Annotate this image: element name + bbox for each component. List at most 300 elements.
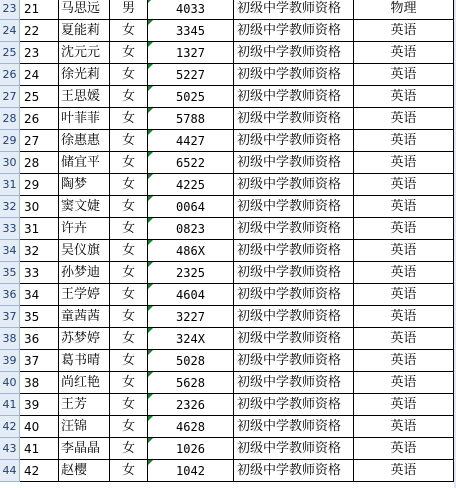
id-cell[interactable] (148, 20, 234, 42)
gender-cell[interactable] (110, 196, 148, 218)
subject-cell-text: 英语 (390, 353, 417, 368)
name-cell-text: 王学婷 (61, 287, 101, 302)
gender-cell-text: 女 (121, 243, 135, 258)
subject-cell[interactable] (354, 328, 454, 350)
seq-cell[interactable] (20, 0, 59, 20)
id-cell[interactable] (148, 130, 234, 152)
subject-cell-text: 英语 (390, 199, 417, 214)
row-header[interactable]: 27 (0, 86, 20, 108)
name-cell-text: 陶梦 (61, 177, 88, 192)
subject-cell-text: 英语 (390, 155, 417, 170)
table-row (0, 152, 456, 174)
qualification-cell[interactable] (234, 438, 354, 460)
id-cell[interactable] (148, 240, 234, 262)
number-as-text-indicator-icon (148, 394, 153, 399)
name-cell-text: 徐光莉 (61, 67, 101, 82)
id-cell-text: 3345 (176, 24, 205, 38)
id-cell-text: 4225 (176, 178, 205, 192)
subject-cell[interactable] (354, 240, 454, 262)
name-cell[interactable] (59, 42, 110, 64)
subject-cell[interactable] (354, 372, 454, 394)
table-row (0, 306, 456, 328)
number-as-text-indicator-icon (148, 416, 153, 421)
id-cell[interactable] (148, 394, 234, 416)
id-cell-text: 5788 (176, 112, 205, 126)
name-cell-text: 汪锦 (61, 419, 88, 434)
qualification-cell[interactable] (234, 262, 354, 284)
name-cell-text: 葛书晴 (61, 353, 101, 368)
gender-cell[interactable] (110, 108, 148, 130)
name-cell[interactable] (59, 394, 110, 416)
number-as-text-indicator-icon (148, 64, 153, 69)
table-row (0, 284, 456, 306)
subject-cell-text: 英语 (390, 67, 417, 82)
subject-cell[interactable] (354, 460, 454, 482)
id-cell[interactable] (148, 328, 234, 350)
seq-cell[interactable] (20, 42, 59, 64)
subject-cell-text: 英语 (390, 177, 417, 192)
subject-cell-text: 英语 (390, 397, 417, 412)
row-header[interactable]: 25 (0, 42, 20, 64)
qualification-cell[interactable] (234, 350, 354, 372)
number-as-text-indicator-icon (148, 86, 153, 91)
gender-cell-text: 女 (121, 89, 135, 104)
gender-cell-text: 女 (121, 353, 135, 368)
seq-cell-text: 22 (24, 24, 40, 38)
id-cell[interactable] (148, 108, 234, 130)
gender-cell[interactable] (110, 306, 148, 328)
gender-cell-text: 女 (121, 375, 135, 390)
seq-cell[interactable] (20, 350, 59, 372)
qualification-cell[interactable] (234, 196, 354, 218)
row-header[interactable]: 24 (0, 20, 20, 42)
row-header[interactable]: 30 (0, 152, 20, 174)
gender-cell-text: 女 (121, 221, 135, 236)
seq-cell[interactable] (20, 196, 59, 218)
name-cell[interactable] (59, 460, 110, 482)
subject-cell-text: 英语 (390, 133, 417, 148)
name-cell[interactable] (59, 416, 110, 438)
gender-cell-text: 女 (121, 67, 135, 82)
seq-cell[interactable] (20, 372, 59, 394)
row-header[interactable]: 26 (0, 64, 20, 86)
seq-cell[interactable] (20, 174, 59, 196)
subject-cell-text: 英语 (390, 419, 417, 434)
seq-cell-text: 31 (24, 222, 40, 236)
seq-cell-text: 24 (24, 68, 40, 82)
row-header[interactable]: 29 (0, 130, 20, 152)
seq-cell-text: 25 (24, 90, 40, 104)
gender-cell[interactable] (110, 152, 148, 174)
id-cell[interactable] (148, 262, 234, 284)
name-cell[interactable] (59, 350, 110, 372)
qualification-cell-text: 初级中学教师资格 (237, 221, 342, 236)
gender-cell-text: 女 (121, 331, 135, 346)
row-header[interactable]: 40 (0, 372, 20, 394)
row-header[interactable]: 41 (0, 394, 20, 416)
table-row (0, 438, 456, 460)
seq-cell-text: 23 (24, 46, 40, 60)
subject-cell-text: 英语 (390, 45, 417, 60)
id-cell[interactable] (148, 350, 234, 372)
qualification-cell-text: 初级中学教师资格 (237, 397, 342, 412)
name-cell[interactable] (59, 174, 110, 196)
name-cell[interactable] (59, 196, 110, 218)
id-cell[interactable] (148, 416, 234, 438)
id-cell-text: 486X (176, 244, 205, 258)
row-header[interactable]: 32 (0, 196, 20, 218)
name-cell-text: 夏能莉 (61, 23, 101, 38)
seq-cell-text: 27 (24, 134, 40, 148)
table-row (0, 64, 456, 86)
id-cell[interactable] (148, 152, 234, 174)
subject-cell[interactable] (354, 86, 454, 108)
qualification-cell-text: 初级中学教师资格 (237, 111, 342, 126)
seq-cell[interactable] (20, 306, 59, 328)
id-cell-text: 5227 (176, 68, 205, 82)
qualification-cell[interactable] (234, 416, 354, 438)
subject-cell[interactable] (354, 174, 454, 196)
subject-cell-text: 英语 (390, 89, 417, 104)
gender-cell-text: 女 (121, 265, 135, 280)
subject-cell[interactable] (354, 306, 454, 328)
subject-cell[interactable] (354, 350, 454, 372)
number-as-text-indicator-icon (148, 262, 153, 267)
gender-cell[interactable] (110, 394, 148, 416)
gender-cell[interactable] (110, 130, 148, 152)
gender-cell[interactable] (110, 64, 148, 86)
name-cell[interactable] (59, 20, 110, 42)
qualification-cell[interactable] (234, 284, 354, 306)
table-row (0, 416, 456, 438)
seq-cell[interactable] (20, 218, 59, 240)
name-cell[interactable] (59, 328, 110, 350)
table-row (0, 240, 456, 262)
seq-cell-text: 39 (24, 398, 40, 412)
gender-cell-text: 女 (121, 177, 135, 192)
subject-cell[interactable] (354, 416, 454, 438)
subject-cell[interactable] (354, 0, 454, 20)
row-header[interactable]: 36 (0, 284, 20, 306)
row-header[interactable]: 42 (0, 416, 20, 438)
seq-cell-text: 40 (24, 420, 40, 434)
qualification-cell-text: 初级中学教师资格 (237, 45, 342, 60)
gender-cell[interactable] (110, 174, 148, 196)
qualification-cell[interactable] (234, 42, 354, 64)
name-cell[interactable] (59, 262, 110, 284)
subject-cell[interactable] (354, 42, 454, 64)
subject-cell[interactable] (354, 20, 454, 42)
name-cell-text: 许卉 (61, 221, 88, 236)
seq-cell[interactable] (20, 152, 59, 174)
subject-cell[interactable] (354, 196, 454, 218)
qualification-cell[interactable] (234, 240, 354, 262)
seq-cell[interactable] (20, 86, 59, 108)
id-cell[interactable] (148, 196, 234, 218)
gender-cell-text: 女 (121, 397, 135, 412)
subject-cell-text: 物理 (390, 1, 417, 16)
qualification-cell-text: 初级中学教师资格 (237, 375, 342, 390)
id-cell[interactable] (148, 64, 234, 86)
id-cell-text: 324X (176, 332, 205, 346)
gender-cell[interactable] (110, 328, 148, 350)
number-as-text-indicator-icon (148, 372, 153, 377)
qualification-cell[interactable] (234, 20, 354, 42)
qualification-cell[interactable] (234, 460, 354, 482)
id-cell[interactable] (148, 86, 234, 108)
id-cell[interactable] (148, 372, 234, 394)
name-cell-text: 王芳 (61, 397, 88, 412)
seq-cell-text: 30 (24, 200, 40, 214)
row-header[interactable]: 34 (0, 240, 20, 262)
qualification-cell[interactable] (234, 152, 354, 174)
qualification-cell-text: 初级中学教师资格 (237, 287, 342, 302)
id-cell-text: 2325 (176, 266, 205, 280)
seq-cell[interactable] (20, 460, 59, 482)
seq-cell-text: 34 (24, 288, 40, 302)
row-header[interactable]: 23 (0, 0, 20, 20)
gender-cell-text: 女 (121, 287, 135, 302)
id-cell-text: 4628 (176, 420, 205, 434)
id-cell-text: 0823 (176, 222, 205, 236)
qualification-cell-text: 初级中学教师资格 (237, 353, 342, 368)
name-cell-text: 童茜茜 (61, 309, 101, 324)
name-cell[interactable] (59, 86, 110, 108)
id-cell-text: 5025 (176, 90, 205, 104)
table-row (0, 174, 456, 196)
table-row (0, 218, 456, 240)
row-header[interactable]: 31 (0, 174, 20, 196)
seq-cell-text: 35 (24, 310, 40, 324)
qualification-cell-text: 初级中学教师资格 (237, 309, 342, 324)
seq-cell[interactable] (20, 394, 59, 416)
qualification-cell[interactable] (234, 394, 354, 416)
id-cell-text: 5028 (176, 354, 205, 368)
name-cell-text: 马思远 (61, 1, 101, 16)
gender-cell[interactable] (110, 372, 148, 394)
seq-cell-text: 42 (24, 464, 40, 478)
row-header[interactable]: 28 (0, 108, 20, 130)
number-as-text-indicator-icon (148, 438, 153, 443)
qualification-cell[interactable] (234, 130, 354, 152)
qualification-cell[interactable] (234, 86, 354, 108)
seq-cell-text: 36 (24, 332, 40, 346)
gender-cell-text: 男 (121, 1, 135, 16)
name-cell[interactable] (59, 64, 110, 86)
id-cell[interactable] (148, 306, 234, 328)
gender-cell[interactable] (110, 240, 148, 262)
table-row (0, 86, 456, 108)
seq-cell[interactable] (20, 20, 59, 42)
seq-cell[interactable] (20, 438, 59, 460)
row-header[interactable]: 38 (0, 328, 20, 350)
seq-cell[interactable] (20, 64, 59, 86)
table-row (0, 0, 456, 20)
subject-cell-text: 英语 (390, 265, 417, 280)
name-cell-text: 窦文婕 (61, 199, 101, 214)
name-cell-text: 王思媛 (61, 89, 101, 104)
gender-cell-text: 女 (121, 111, 135, 126)
seq-cell[interactable] (20, 328, 59, 350)
seq-cell-text: 41 (24, 442, 40, 456)
subject-cell[interactable] (354, 152, 454, 174)
name-cell[interactable] (59, 284, 110, 306)
qualification-cell-text: 初级中学教师资格 (237, 89, 342, 104)
gender-cell-text: 女 (121, 463, 135, 478)
name-cell-text: 李晶晶 (61, 441, 101, 456)
subject-cell-text: 英语 (390, 287, 417, 302)
name-cell[interactable] (59, 218, 110, 240)
subject-cell[interactable] (354, 438, 454, 460)
table-row (0, 130, 456, 152)
gender-cell[interactable] (110, 416, 148, 438)
name-cell[interactable] (59, 0, 110, 20)
seq-cell[interactable] (20, 262, 59, 284)
number-as-text-indicator-icon (148, 20, 153, 25)
number-as-text-indicator-icon (148, 306, 153, 311)
gender-cell-text: 女 (121, 23, 135, 38)
subject-cell[interactable] (354, 64, 454, 86)
qualification-cell[interactable] (234, 372, 354, 394)
id-cell[interactable] (148, 174, 234, 196)
qualification-cell[interactable] (234, 306, 354, 328)
gender-cell-text: 女 (121, 419, 135, 434)
id-cell[interactable] (148, 460, 234, 482)
row-header[interactable]: 33 (0, 218, 20, 240)
gender-cell-text: 女 (121, 45, 135, 60)
number-as-text-indicator-icon (148, 350, 153, 355)
qualification-cell-text: 初级中学教师资格 (237, 199, 342, 214)
number-as-text-indicator-icon (148, 240, 153, 245)
row-header[interactable]: 43 (0, 438, 20, 460)
id-cell[interactable] (148, 0, 234, 20)
name-cell-text: 苏梦婷 (61, 331, 101, 346)
row-header[interactable]: 39 (0, 350, 20, 372)
id-cell-text: 6522 (176, 156, 205, 170)
qualification-cell-text: 初级中学教师资格 (237, 1, 342, 16)
gender-cell[interactable] (110, 20, 148, 42)
gender-cell[interactable] (110, 42, 148, 64)
seq-cell-text: 21 (24, 2, 40, 16)
qualification-cell-text: 初级中学教师资格 (237, 243, 342, 258)
id-cell-text: 5628 (176, 376, 205, 390)
table-row (0, 20, 456, 42)
id-cell[interactable] (148, 42, 234, 64)
name-cell[interactable] (59, 438, 110, 460)
gender-cell-text: 女 (121, 155, 135, 170)
gender-cell-text: 女 (121, 441, 135, 456)
name-cell[interactable] (59, 108, 110, 130)
qualification-cell-text: 初级中学教师资格 (237, 419, 342, 434)
id-cell-text: 0064 (176, 200, 205, 214)
qualification-cell-text: 初级中学教师资格 (237, 265, 342, 280)
id-cell-text: 1042 (176, 464, 205, 478)
name-cell[interactable] (59, 372, 110, 394)
seq-cell[interactable] (20, 108, 59, 130)
id-cell-text: 4604 (176, 288, 205, 302)
gender-cell[interactable] (110, 438, 148, 460)
gender-cell-text: 女 (121, 309, 135, 324)
id-cell[interactable] (148, 218, 234, 240)
seq-cell[interactable] (20, 240, 59, 262)
id-cell-text: 4033 (176, 2, 205, 16)
row-header[interactable]: 35 (0, 262, 20, 284)
seq-cell[interactable] (20, 416, 59, 438)
seq-cell[interactable] (20, 284, 59, 306)
gender-cell[interactable] (110, 350, 148, 372)
gender-cell[interactable] (110, 0, 148, 20)
number-as-text-indicator-icon (148, 174, 153, 179)
row-header[interactable]: 37 (0, 306, 20, 328)
qualification-cell[interactable] (234, 328, 354, 350)
subject-cell[interactable] (354, 394, 454, 416)
number-as-text-indicator-icon (148, 218, 153, 223)
table-row (0, 328, 456, 350)
subject-cell[interactable] (354, 284, 454, 306)
name-cell[interactable] (59, 152, 110, 174)
table-row (0, 460, 456, 482)
id-cell[interactable] (148, 284, 234, 306)
qualification-cell[interactable] (234, 174, 354, 196)
name-cell[interactable] (59, 240, 110, 262)
seq-cell[interactable] (20, 130, 59, 152)
name-cell-text: 吴仪旗 (61, 243, 101, 258)
qualification-cell-text: 初级中学教师资格 (237, 23, 342, 38)
seq-cell-text: 37 (24, 354, 40, 368)
name-cell-text: 叶菲菲 (61, 111, 101, 126)
subject-cell[interactable] (354, 108, 454, 130)
name-cell-text: 赵樱 (61, 463, 88, 478)
id-cell[interactable] (148, 438, 234, 460)
number-as-text-indicator-icon (148, 196, 153, 201)
subject-cell[interactable] (354, 218, 454, 240)
subject-cell[interactable] (354, 130, 454, 152)
name-cell-text: 沈元元 (61, 45, 101, 60)
table-row (0, 372, 456, 394)
qualification-cell-text: 初级中学教师资格 (237, 133, 342, 148)
qualification-cell-text: 初级中学教师资格 (237, 331, 342, 346)
name-cell-text: 储宜平 (61, 155, 101, 170)
name-cell[interactable] (59, 306, 110, 328)
qualification-cell[interactable] (234, 218, 354, 240)
table-row (0, 262, 456, 284)
seq-cell-text: 33 (24, 266, 40, 280)
gender-cell[interactable] (110, 218, 148, 240)
subject-cell[interactable] (354, 262, 454, 284)
subject-cell-text: 英语 (390, 463, 417, 478)
qualification-cell[interactable] (234, 0, 354, 20)
seq-cell-text: 38 (24, 376, 40, 390)
name-cell[interactable] (59, 130, 110, 152)
qualification-cell-text: 初级中学教师资格 (237, 177, 342, 192)
gender-cell[interactable] (110, 86, 148, 108)
subject-cell-text: 英语 (390, 309, 417, 324)
qualification-cell[interactable] (234, 64, 354, 86)
gender-cell[interactable] (110, 262, 148, 284)
subject-cell-text: 英语 (390, 331, 417, 346)
qualification-cell[interactable] (234, 108, 354, 130)
number-as-text-indicator-icon (148, 284, 153, 289)
gender-cell[interactable] (110, 284, 148, 306)
gender-cell[interactable] (110, 460, 148, 482)
name-cell-text: 孙梦迪 (61, 265, 101, 280)
seq-cell-text: 26 (24, 112, 40, 126)
row-header[interactable]: 44 (0, 460, 20, 482)
gender-cell-text: 女 (121, 133, 135, 148)
seq-cell-text: 32 (24, 244, 40, 258)
number-as-text-indicator-icon (148, 0, 153, 3)
subject-cell-text: 英语 (390, 375, 417, 390)
